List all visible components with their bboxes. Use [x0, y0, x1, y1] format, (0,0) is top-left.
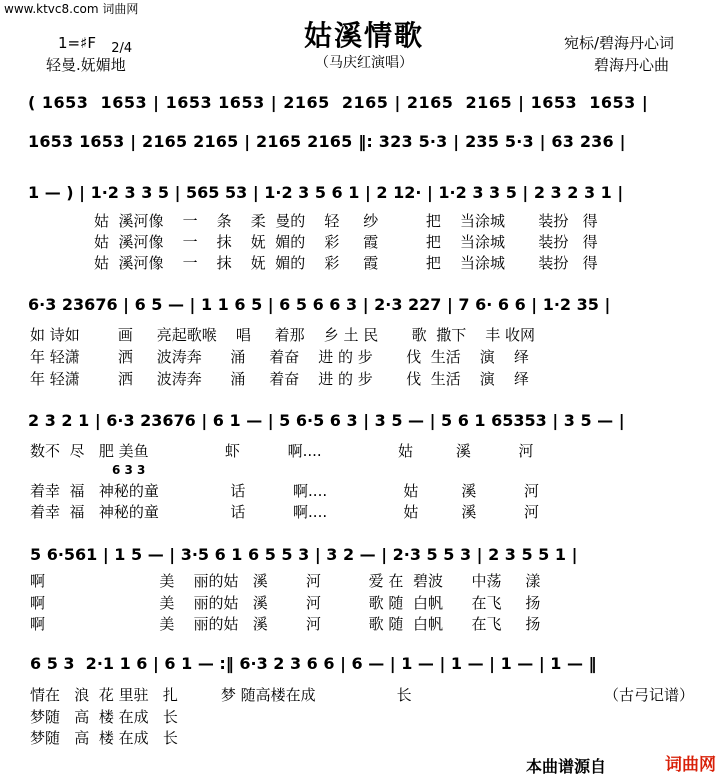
brand-logo: 词曲网	[665, 755, 716, 775]
lyrics-line-6-verse-1: 啊 美 丽的姑 溪 河 爱 在 碧波 中荡 漾	[30, 572, 541, 590]
lyrics-line-4-verse-2: 年 轻潇 洒 波涛奔 涌 着奋 进 的 步 伐 生活 演 绎	[30, 348, 529, 366]
lyrics-line-6-verse-2: 啊 美 丽的姑 溪 河 歌 随 白帆 在飞 扬	[30, 594, 541, 612]
score-line-4: 6·3 23676 | 6 5 — | 1 1 6 5 | 6 5 6 6 3 | 2·3 227 | 7 6· 6 6 | 1·2 35 |	[28, 295, 611, 314]
lyricist-credit: 宛标/碧海丹心词	[564, 34, 675, 52]
key-signature: 1=♯F	[58, 34, 96, 52]
score-line-3: 1 — ) | 1·2 3 3 5 | 565 53 | 1·2 3 5 6 1 | 2 12· | 1·2 3 3 5 | 2 3 2 3 1 |	[28, 183, 624, 202]
time-signature-value: 2/4	[111, 41, 133, 56]
performer-subtitle: （马庆红演唱）	[315, 55, 413, 71]
lyrics-line-5-verse-1: 数不 尽 肥 美鱼 虾 啊.... 姑 溪 河	[30, 442, 534, 460]
lyrics-line-7-verse-3: 梦随 高 楼 在成 长	[30, 729, 178, 747]
lyrics-line-3-verse-2: 姑 溪河像 一 抹 妩 媚的 彩 霞 把 当涂城 装扮 得	[94, 233, 598, 251]
lyrics-line-4-verse-3: 年 轻潇 洒 波涛奔 涌 着奋 进 的 步 伐 生活 演 绎	[30, 370, 529, 388]
score-line-5-extra-notes: 6 3 3	[112, 463, 146, 477]
lyrics-line-6-verse-3: 啊 美 丽的姑 溪 河 歌 随 白帆 在飞 扬	[30, 615, 541, 633]
lyrics-line-3-verse-3: 姑 溪河像 一 抹 妩 媚的 彩 霞 把 当涂城 装扮 得	[94, 254, 598, 272]
score-line-6: 5 6·561 | 1 5 — | 3·5 6 1 6 5 5 3 | 3 2 — | 2·3 5 5 3 | 2 3 5 5 1 |	[30, 545, 578, 564]
score-line-1: ( 1653 1653 | 1653 1653 | 2165 2165 | 2165 2165 | 1653 1653 |	[28, 93, 649, 112]
score-line-5: 2 3 2 1 | 6·3 23676 | 6 1 — | 5 6·5 6 3 | 3 5 — | 5 6 1 65353 | 3 5 — |	[28, 411, 625, 430]
transcriber-credit: （古弓记谱）	[604, 686, 695, 704]
song-title: 姑溪情歌	[303, 19, 424, 52]
lyrics-line-3-verse-1: 姑 溪河像 一 条 柔 曼的 轻 纱 把 当涂城 装扮 得	[94, 212, 598, 230]
lyrics-line-5-verse-2: 着幸 福 神秘的童 话 啊.... 姑 溪 河	[30, 482, 539, 500]
tempo-marking: 轻曼.妩媚地	[46, 56, 126, 74]
lyrics-line-7-verse-1: 情在 浪 花 里驻 扎 梦 随高楼在成 长	[30, 686, 412, 704]
composer-credit: 碧海丹心曲	[594, 56, 670, 74]
lyrics-line-5-verse-3: 着幸 福 神秘的童 话 啊.... 姑 溪 河	[30, 503, 539, 521]
time-signature	[103, 28, 132, 56]
lyrics-line-7-verse-2: 梦随 高 楼 在成 长	[30, 708, 178, 726]
lyrics-line-4-verse-1: 如 诗如 画 亮起歌喉 唱 着那 乡 土 民 歌 撒下 丰 收网	[30, 326, 536, 344]
site-watermark: www.ktvc8.com 词曲网	[4, 2, 139, 16]
score-line-7: 6 5 3 2·1 1 6 | 6 1 — :‖ 6·3 2 3 6 6 | 6 — | 1 — | 1 — | 1 — | 1 — ‖	[30, 654, 597, 673]
score-line-2: 1653 1653 | 2165 2165 | 2165 2165 ‖: 323 5·3 | 235 5·3 | 63 236 |	[28, 132, 626, 151]
source-note: 本曲谱源自	[525, 757, 606, 776]
